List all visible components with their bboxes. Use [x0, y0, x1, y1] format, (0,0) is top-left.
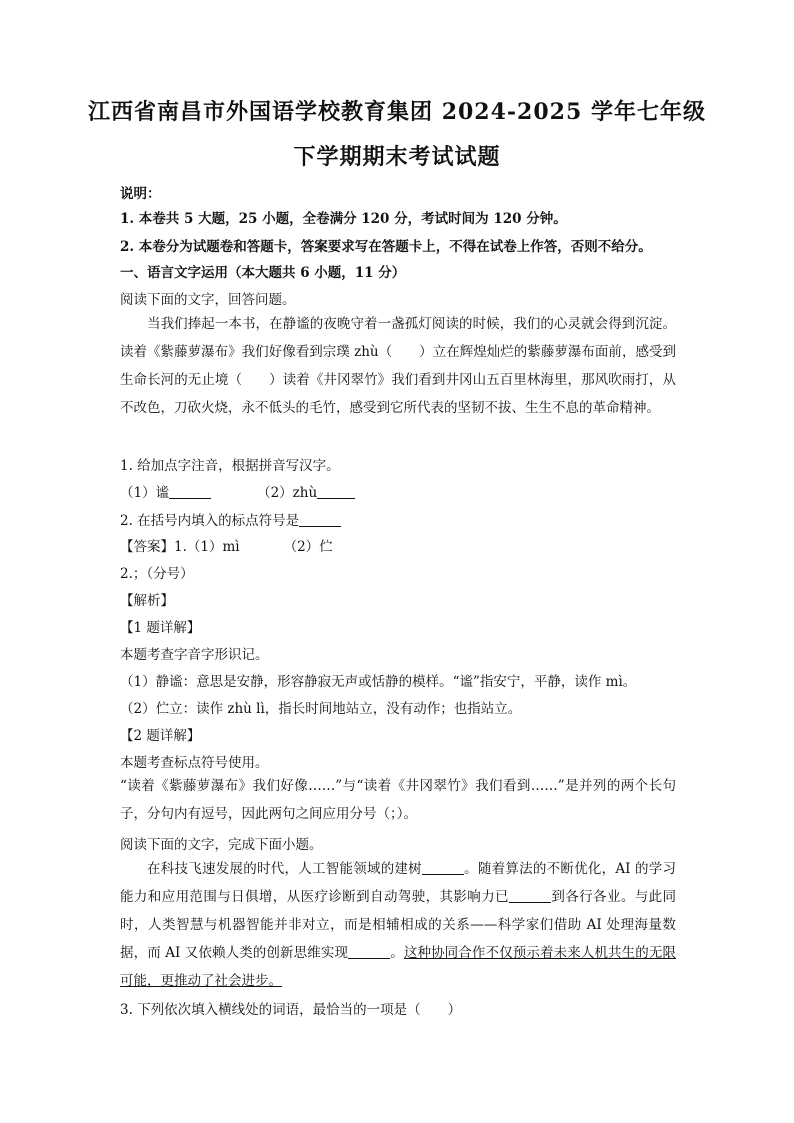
question-2: [120, 509, 341, 529]
notes-label: 说明：: [120, 186, 161, 202]
analysis-label: 【解析】: [120, 593, 174, 609]
section1-heading: 一、语言文字运用（本大题共 6 小题，11 分）: [120, 265, 406, 281]
passage-b-part2: 。随着算法的不断优化，AI 的学习能力和应用范围与日俱增，从医疗诊断到自动驾驶，其影响力已: [120, 861, 677, 905]
question-2-text: 2. 在括号内填入的标点符号是: [120, 513, 300, 529]
passage-b: [120, 855, 676, 995]
q1-part-a: （1）谧: [120, 485, 170, 501]
passage-b-part4: 。: [390, 945, 404, 961]
passage-b-underlined: 这种协同合作不仅预示着未来人机共生的无限可能，更推动了社会进步。: [120, 945, 677, 989]
detail-2-text: “读着《紫藤萝瀑布》我们好像……”与“读着《井冈翠竹》我们看到……”是并列的两个长句子，分句内有逗号，因此两句之间应用分号（；）。: [120, 778, 676, 822]
answer-line: [120, 535, 333, 555]
passage-b-part3: 到各行各业。与此同时，人类智慧与机器智能并非对立，而是相辅相成的关系——科学家们借助 AI 处理海量数据，而 AI 又依赖人类的创新思维实现: [120, 889, 677, 961]
detail-2-intro: 本题考查标点符号使用。: [120, 755, 269, 771]
question-3: 3. 下列依次填入横线处的词语，最恰当的一项是（ ）: [120, 1002, 462, 1018]
q3-blank-1[interactable]: [422, 860, 464, 875]
question-1-blanks: [120, 481, 355, 501]
question-1: 1. 给加点字注音，根据拼音写汉字。: [120, 458, 340, 474]
passage-a: 当我们捧起一本书，在静谧的夜晚守着一盏孤灯阅读的时候，我们的心灵就会得到沉淀。读着《紫藤萝瀑布》我们好像看到宗璞 zhù（ ）立在辉煌灿烂的紫藤萝瀑布面前，感受到生命长河的无止境（ ）读着《井冈翠竹》我们看到井冈山五百里林海里，那风吹雨打，从不改色，刀砍火烧，永不低头的毛竹，感受到它所代表的坚韧不拔、生生不息的革命精神。: [120, 316, 676, 416]
passage-b-part1: 在科技飞速发展的时代，人工智能领域的建树: [147, 861, 422, 877]
q1-blank-a[interactable]: [169, 484, 211, 499]
q3-blank-2[interactable]: [509, 888, 551, 903]
detail-1-b: （2）伫立：读作 zhù lì，指长时间地站立，没有动作；也指站立。: [120, 701, 522, 717]
detail-1-label: 【1 题详解】: [120, 620, 201, 636]
exam-title-line2: 下学期期末考试试题: [293, 144, 501, 170]
section1-instruction: 阅读下面的文字，回答问题。: [120, 292, 296, 308]
note-item-2: 2. 本卷分为试题卷和答题卡，答案要求写在答题卡上，不得在试卷上作答，否则不给分。: [120, 239, 652, 255]
answer-1b: （2）伫: [283, 539, 333, 555]
note-item-1: 1. 本卷共 5 大题，25 小题，全卷满分 120 分，考试时间为 120 分钟。: [120, 211, 567, 227]
exam-title-line1: 江西省南昌市外国语学校教育集团 2024-2025 学年七年级: [88, 99, 706, 125]
answer-2: 2.；（分号）: [120, 566, 194, 582]
q1-part-b: （2）zhù: [257, 485, 318, 501]
answer-label: 【答案】: [120, 539, 174, 555]
detail-1-a: （1）静谧：意思是安静，形容静寂无声或恬静的模样。“谧”指安宁，平静，读作 mì。: [120, 674, 637, 690]
detail-1-intro: 本题考查字音字形识记。: [120, 647, 269, 663]
answer-1a: 1.（1）mì: [174, 539, 240, 555]
q1-blank-b[interactable]: [317, 484, 355, 499]
q2-blank[interactable]: [299, 512, 341, 527]
detail-2-label: 【2 题详解】: [120, 728, 201, 744]
q3-blank-3[interactable]: [348, 944, 390, 959]
section2-instruction: 阅读下面的文字，完成下面小题。: [120, 837, 323, 853]
